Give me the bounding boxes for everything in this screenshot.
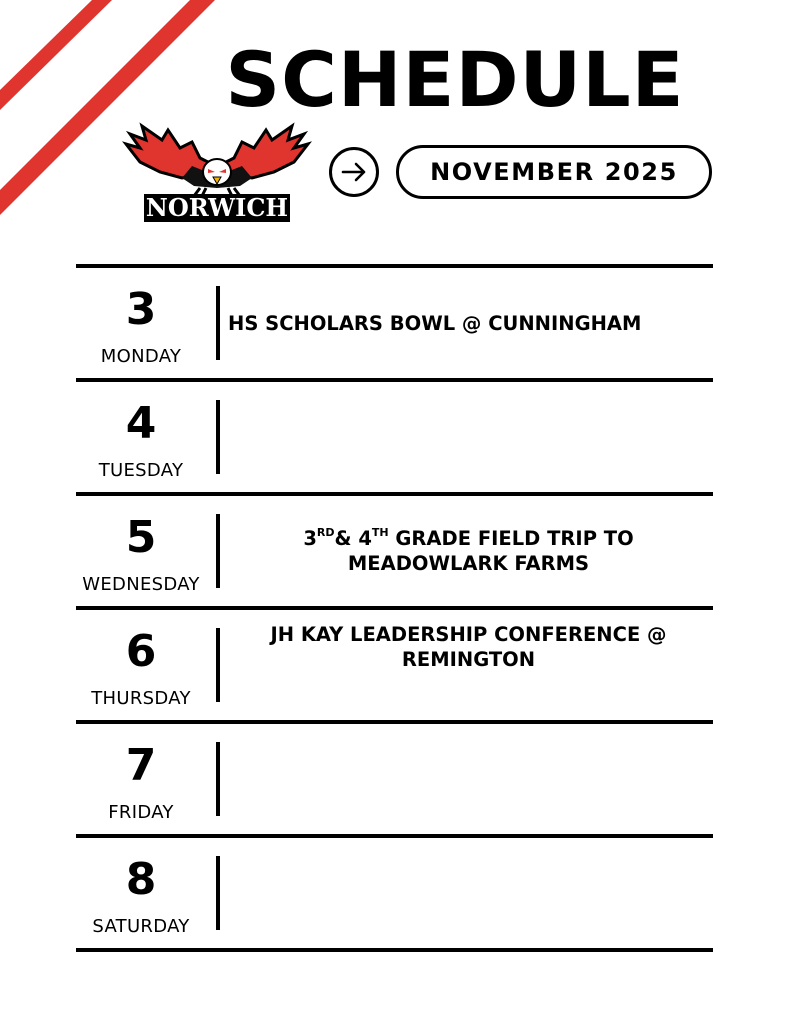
day-number: 3 (125, 284, 157, 335)
day-row-6 (76, 610, 713, 720)
event-line-2: REMINGTON (401, 648, 536, 671)
day-row-7 (76, 724, 713, 834)
ordinal-suffix: RD (316, 525, 335, 539)
vertical-divider (216, 628, 220, 702)
event-text (224, 724, 713, 834)
day-number: 6 (125, 626, 157, 677)
day-row-3 (76, 268, 713, 378)
event-text (224, 496, 713, 606)
vertical-divider (216, 742, 220, 816)
day-number: 7 (125, 740, 157, 791)
day-number: 4 (125, 398, 157, 449)
month-label: NOVEMBER 2025 (396, 145, 712, 199)
vertical-divider (216, 514, 220, 588)
vertical-divider (216, 856, 220, 930)
event-text (224, 838, 713, 948)
day-name: THURSDAY (91, 688, 191, 709)
day-name: FRIDAY (108, 802, 174, 823)
page-title: SCHEDULE (225, 35, 685, 124)
vertical-divider (216, 400, 220, 474)
norwich-eagle-logo (122, 122, 312, 226)
day-name: TUESDAY (98, 460, 184, 481)
date-column (76, 268, 206, 378)
arrow-right-icon (341, 162, 367, 182)
date-column (76, 838, 206, 948)
day-row-4 (76, 382, 713, 492)
event-part: & 4 (334, 527, 372, 550)
day-name: MONDAY (100, 346, 182, 367)
ordinal-suffix: TH (371, 525, 389, 539)
event-part: 3 (303, 527, 317, 550)
event-text (224, 382, 713, 492)
event-line-2: MEADOWLARK FARMS (347, 552, 590, 575)
event-line-1: JH KAY LEADERSHIP CONFERENCE @ (270, 623, 667, 646)
date-column (76, 382, 206, 492)
date-column (76, 724, 206, 834)
date-column (76, 610, 206, 720)
day-row-5 (76, 496, 713, 606)
event-text (224, 610, 713, 720)
day-number: 8 (125, 854, 157, 905)
event-part: GRADE FIELD TRIP TO (388, 527, 634, 550)
date-column (76, 496, 206, 606)
vertical-divider (216, 286, 220, 360)
row-divider (76, 948, 713, 952)
day-name: WEDNESDAY (82, 574, 200, 595)
next-month-button[interactable] (329, 147, 379, 197)
schedule-list (76, 264, 713, 952)
day-number: 5 (125, 512, 157, 563)
day-name: SATURDAY (92, 916, 190, 937)
logo-text: NORWICH (145, 193, 289, 222)
event-text: HS SCHOLARS BOWL @ CUNNINGHAM (228, 311, 642, 335)
day-row-8 (76, 838, 713, 948)
